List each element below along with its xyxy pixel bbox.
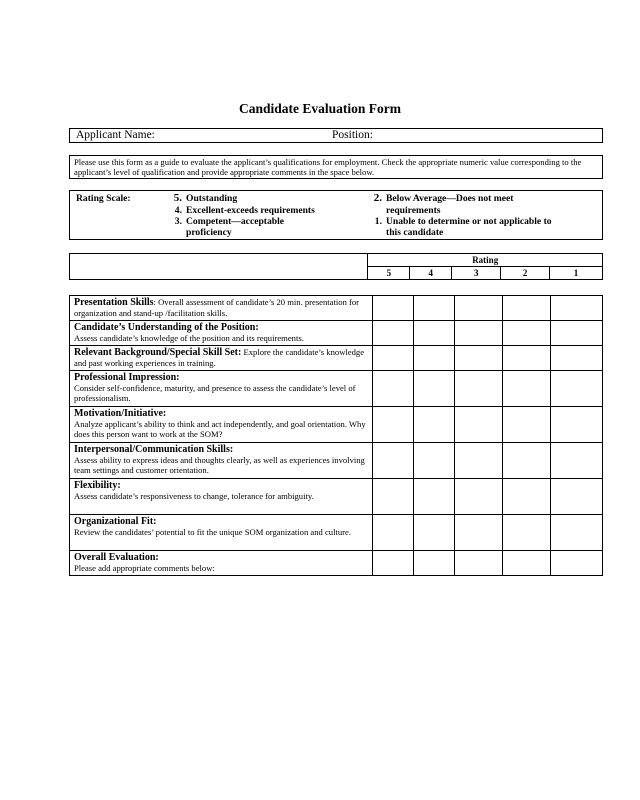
rating-cell-5[interactable]	[373, 371, 414, 407]
rating-cell-3[interactable]	[455, 443, 503, 479]
criteria-heading: Professional Impression:	[74, 372, 180, 383]
criteria-row	[70, 371, 603, 407]
rating-cell-5[interactable]	[373, 515, 414, 551]
criteria-description	[70, 551, 373, 576]
scale-item-2: 2. Below Average—Does not meet	[373, 192, 514, 204]
rating-col-5: 5	[368, 267, 410, 280]
criteria-table	[69, 295, 603, 576]
criteria-row	[70, 479, 603, 515]
rating-cell-4[interactable]	[414, 479, 455, 515]
rating-cell-3[interactable]	[455, 321, 503, 346]
rating-cell-4[interactable]	[414, 407, 455, 443]
criteria-detail-text: Analyze applicant’s ability to think and act independently, and goal orientation. Why does this person want to work at the SOM?	[74, 419, 366, 439]
rating-cell-1[interactable]	[551, 371, 603, 407]
criteria-description	[70, 407, 373, 443]
criteria-description: Presentation Skills: Overall assessment of candidate’s 20 min. presentation for organization and stand-up /facilitation skills.	[70, 296, 373, 321]
rating-cell-2[interactable]	[503, 321, 551, 346]
criteria-inline-text: Explore the candidate’s knowledge and past working experiences in training.	[74, 347, 365, 368]
rating-cell-1[interactable]	[551, 321, 603, 346]
applicant-name-label: Applicant Name:	[76, 129, 155, 141]
rating-cell-2[interactable]	[503, 443, 551, 479]
rating-cell-4[interactable]	[414, 321, 455, 346]
rating-cell-5[interactable]	[373, 551, 414, 576]
criteria-row	[70, 407, 603, 443]
criteria-heading: Overall Evaluation:	[74, 552, 159, 563]
rating-cell-1[interactable]	[551, 479, 603, 515]
rating-header-blank	[70, 254, 368, 280]
rating-cell-5[interactable]	[373, 321, 414, 346]
scale-item-3: 3. Competent—acceptable	[174, 216, 285, 227]
scale-item-1-cont: this candidate	[386, 227, 444, 238]
criteria-detail-text: Please add appropriate comments below:	[74, 563, 215, 573]
criteria-description	[70, 321, 373, 346]
rating-cell-4[interactable]	[414, 551, 455, 576]
rating-cell-2[interactable]	[503, 551, 551, 576]
criteria-heading: Presentation Skills	[74, 297, 154, 308]
criteria-detail-text: Assess candidate’s knowledge of the position and its requirements.	[74, 333, 304, 343]
rating-cell-5[interactable]	[373, 407, 414, 443]
rating-cell-3[interactable]	[455, 479, 503, 515]
criteria-heading: Candidate’s Understanding of the Position:	[74, 322, 259, 333]
rating-cell-2[interactable]	[503, 371, 551, 407]
rating-cell-3[interactable]	[455, 371, 503, 407]
criteria-heading: Motivation/Initiative:	[74, 408, 167, 419]
rating-cell-1[interactable]	[551, 515, 603, 551]
scale-item-4: 4. Excellent-exceeds requirements	[174, 205, 315, 216]
scale-item-2-cont: requirements	[386, 205, 441, 216]
rating-scale-box	[69, 190, 603, 240]
criteria-description	[70, 479, 373, 515]
criteria-description	[70, 371, 373, 407]
rating-cell-5[interactable]	[373, 346, 414, 371]
rating-cell-3[interactable]	[455, 296, 503, 321]
rating-cell-4[interactable]	[414, 371, 455, 407]
criteria-row	[70, 296, 603, 321]
criteria-description	[70, 515, 373, 551]
criteria-row	[70, 515, 603, 551]
criteria-row	[70, 443, 603, 479]
criteria-detail-text: Assess ability to express ideas and thoughts clearly, as well as experiences involving team settings and customer orientation.	[74, 455, 365, 475]
rating-cell-3[interactable]	[455, 346, 503, 371]
rating-col-2: 2	[501, 267, 550, 280]
criteria-heading: Relevant Background/Special Skill Set:	[74, 347, 242, 358]
instructions-box: Please use this form as a guide to evaluate the applicant’s qualifications for employment. Check the appropriate numeric value corresponding to the applicant’s level of qualification and provide appropriate comments in the space below.	[69, 155, 603, 179]
criteria-heading: Organizational Fit:	[74, 516, 157, 527]
rating-cell-5[interactable]	[373, 479, 414, 515]
rating-cell-5[interactable]	[373, 296, 414, 321]
criteria-row	[70, 321, 603, 346]
rating-cell-2[interactable]	[503, 296, 551, 321]
criteria-row	[70, 551, 603, 576]
rating-cell-2[interactable]	[503, 479, 551, 515]
rating-cell-3[interactable]	[455, 407, 503, 443]
position-label: Position:	[332, 129, 373, 141]
rating-scale-label: Rating Scale:	[76, 193, 131, 204]
criteria-detail-text: Consider self-confidence, maturity, and presence to assess the candidate’s level of professionalism.	[74, 383, 356, 403]
rating-cell-2[interactable]	[503, 515, 551, 551]
criteria-row	[70, 346, 603, 371]
rating-cell-5[interactable]	[373, 443, 414, 479]
criteria-inline-text: Overall assessment of candidate’s 20 min. presentation for organization and stand-up /facilitation skills.	[74, 297, 360, 318]
criteria-detail-text: Review the candidates’ potential to fit the unique SOM organization and culture.	[74, 527, 351, 537]
rating-header-table	[69, 253, 603, 280]
scale-item-5: 5. Outstanding	[173, 192, 238, 204]
rating-cell-1[interactable]	[551, 551, 603, 576]
rating-col-4: 4	[410, 267, 452, 280]
rating-cell-1[interactable]	[551, 407, 603, 443]
criteria-detail-text: Assess candidate’s responsiveness to change, tolerance for ambiguity.	[74, 491, 314, 501]
rating-cell-3[interactable]	[455, 551, 503, 576]
applicant-info-box	[69, 128, 603, 143]
criteria-heading: Interpersonal/Communication Skills:	[74, 444, 234, 455]
rating-cell-3[interactable]	[455, 515, 503, 551]
scale-item-1: 1. Unable to determine or not applicable to	[374, 216, 552, 227]
rating-cell-2[interactable]	[503, 407, 551, 443]
criteria-description	[70, 346, 373, 371]
rating-cell-1[interactable]	[551, 443, 603, 479]
rating-col-3: 3	[452, 267, 501, 280]
criteria-description	[70, 443, 373, 479]
rating-col-1: 1	[550, 267, 603, 280]
form-title: Candidate Evaluation Form	[238, 101, 401, 116]
rating-cell-1[interactable]	[551, 296, 603, 321]
criteria-heading: Flexibility:	[74, 480, 121, 491]
rating-cell-1[interactable]	[551, 346, 603, 371]
rating-cell-4[interactable]	[414, 443, 455, 479]
scale-item-3-cont: proficiency	[186, 227, 232, 238]
rating-cell-4[interactable]	[414, 515, 455, 551]
rating-cell-4[interactable]	[414, 296, 455, 321]
rating-header-label: Rating	[368, 254, 603, 267]
rating-cell-4[interactable]	[414, 346, 455, 371]
rating-cell-2[interactable]	[503, 346, 551, 371]
